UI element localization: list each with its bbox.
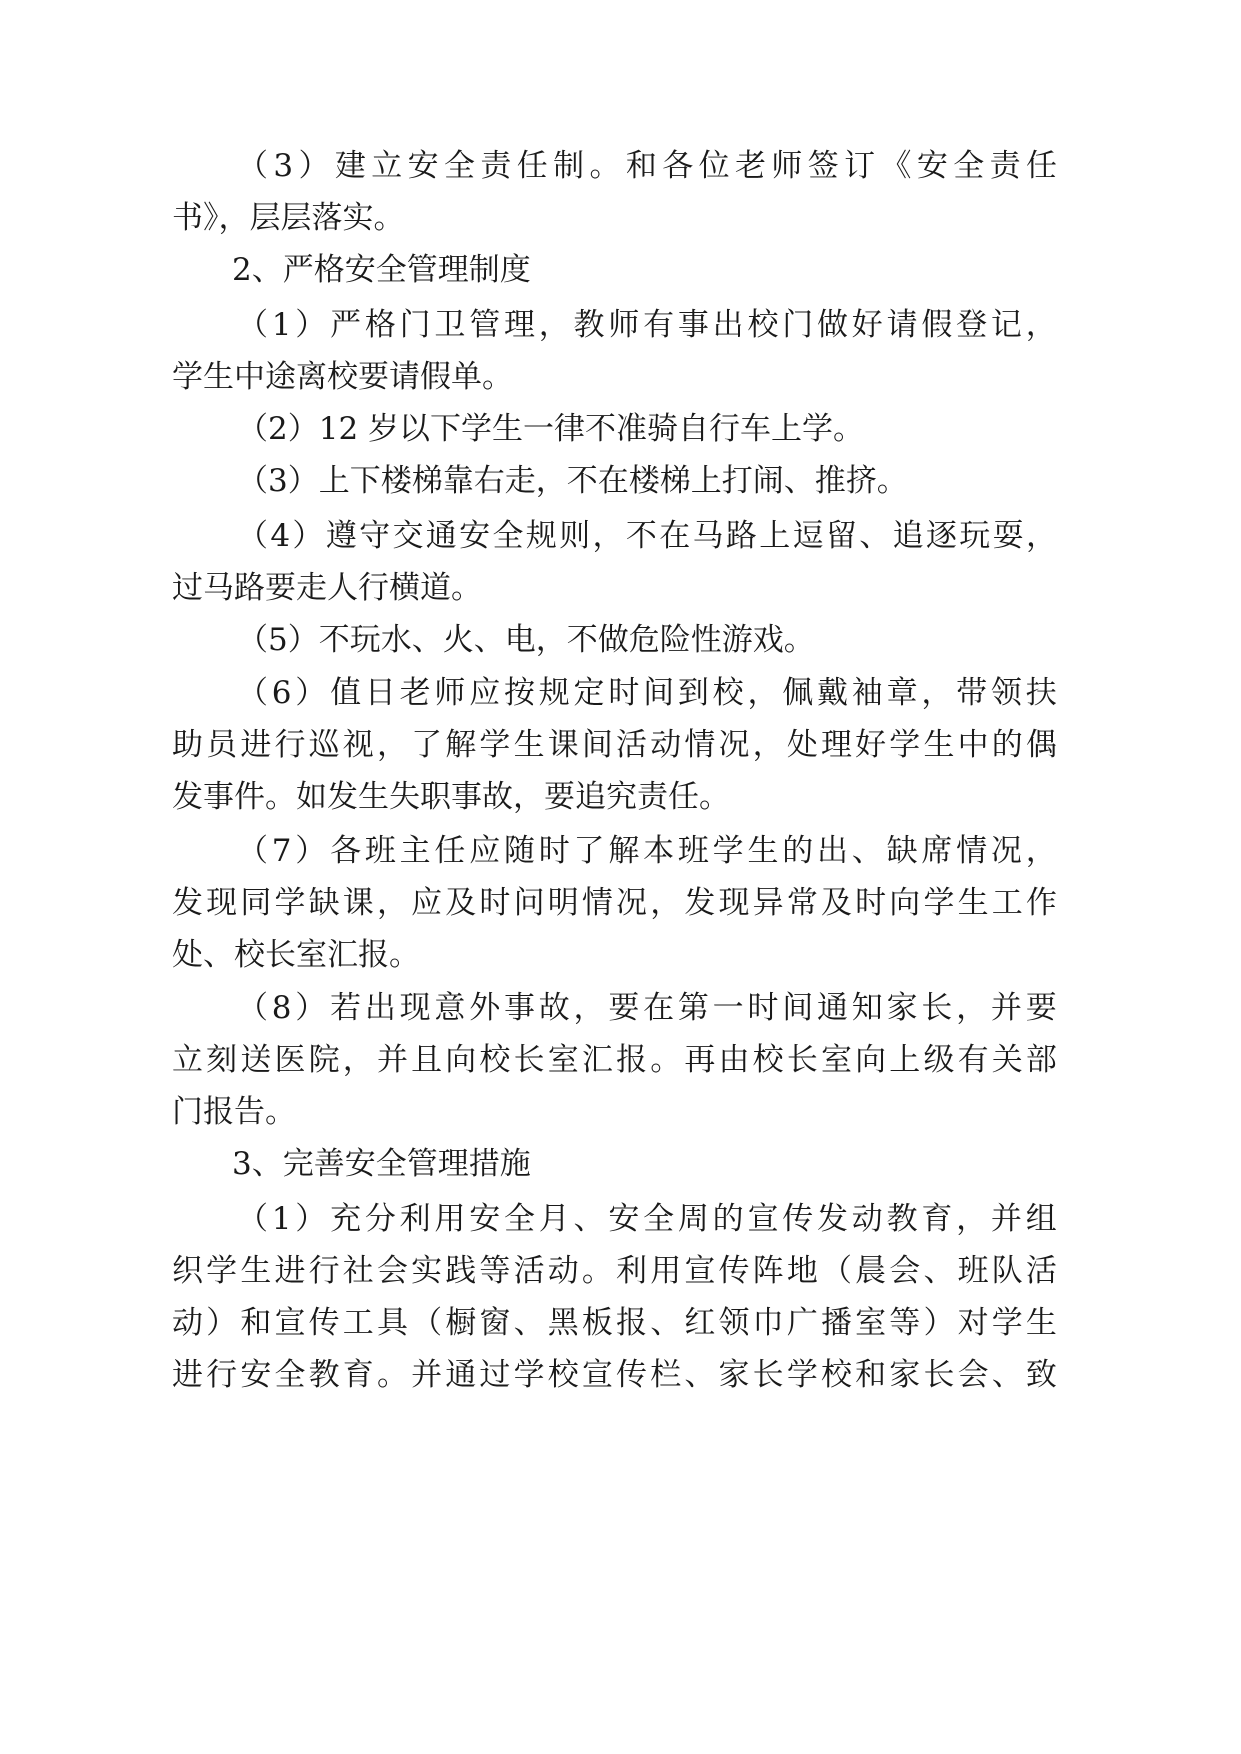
paragraph-line: 织 学 生 进 行 社 会 实 践 等 活 动 。 利 用 宣 传 阵 地 （ 晨 会 、 班 队 活 <box>172 1253 1057 1289</box>
paragraph-line: 书》，层层落实。 <box>172 200 405 236</box>
section-heading: 2、严格安全管理制度 <box>232 252 531 288</box>
paragraph-line: （ 1 ） 充 分 利 用 安 全 月 、 安 全 周 的 宣 传 发 动 教 育 ， 并 组 <box>237 1201 1057 1237</box>
paragraph-line: 发事件。如发生失职事故，要追究责任。 <box>172 779 730 815</box>
paragraph-line: （ 3 ） 建 立 安 全 责 任 制 。 和 各 位 老 师 签 订 《 安 全 责 任 <box>237 148 1057 184</box>
section-heading: 3、完善安全管理措施 <box>232 1146 531 1182</box>
paragraph-line: （ 4 ） 遵 守 交 通 安 全 规 则 ， 不 在 马 路 上 逗 留 、 追 逐 玩 耍 ， <box>237 518 1057 554</box>
paragraph-line: 进 行 安 全 教 育 。 并 通 过 学 校 宣 传 栏 、 家 长 学 校 和 家 长 会 、 致 <box>172 1357 1057 1393</box>
paragraph-line: 过马路要走人行横道。 <box>172 570 482 606</box>
paragraph-line: （ 8 ） 若 出 现 意 外 事 故 ， 要 在 第 一 时 间 通 知 家 长 ， 并 要 <box>237 990 1057 1026</box>
paragraph-line: 发 现 同 学 缺 课 ， 应 及 时 问 明 情 况 ， 发 现 异 常 及 时 向 学 生 工 作 <box>172 885 1057 921</box>
paragraph-line: （ 6 ） 值 日 老 师 应 按 规 定 时 间 到 校 ， 佩 戴 袖 章 ， 带 领 扶 <box>237 675 1057 711</box>
paragraph-line: （3）上下楼梯靠右走，不在楼梯上打闹、推挤。 <box>237 463 908 499</box>
paragraph-line: （ 1 ） 严 格 门 卫 管 理 ， 教 师 有 事 出 校 门 做 好 请 假 登 记 ， <box>237 307 1057 343</box>
paragraph-line: （ 7 ） 各 班 主 任 应 随 时 了 解 本 班 学 生 的 出 、 缺 席 情 况 ， <box>237 833 1057 869</box>
paragraph-line: 门报告。 <box>172 1094 296 1130</box>
paragraph-line: （5）不玩水、火、电，不做危险性游戏。 <box>237 622 815 658</box>
paragraph-line: 处、校长室汇报。 <box>172 937 420 973</box>
paragraph-line: 学生中途离校要请假单。 <box>172 359 513 395</box>
paragraph-line: 动 ） 和 宣 传 工 具 （ 橱 窗 、 黑 板 报 、 红 领 巾 广 播 室 等 ） 对 学 生 <box>172 1305 1057 1341</box>
paragraph-line: （2）12 岁以下学生一律不准骑自行车上学。 <box>237 411 865 447</box>
paragraph-line: 助 员 进 行 巡 视 ， 了 解 学 生 课 间 活 动 情 况 ， 处 理 好 学 生 中 的 偶 <box>172 727 1057 763</box>
paragraph-line: 立 刻 送 医 院 ， 并 且 向 校 长 室 汇 报 。 再 由 校 长 室 向 上 级 有 关 部 <box>172 1042 1057 1078</box>
